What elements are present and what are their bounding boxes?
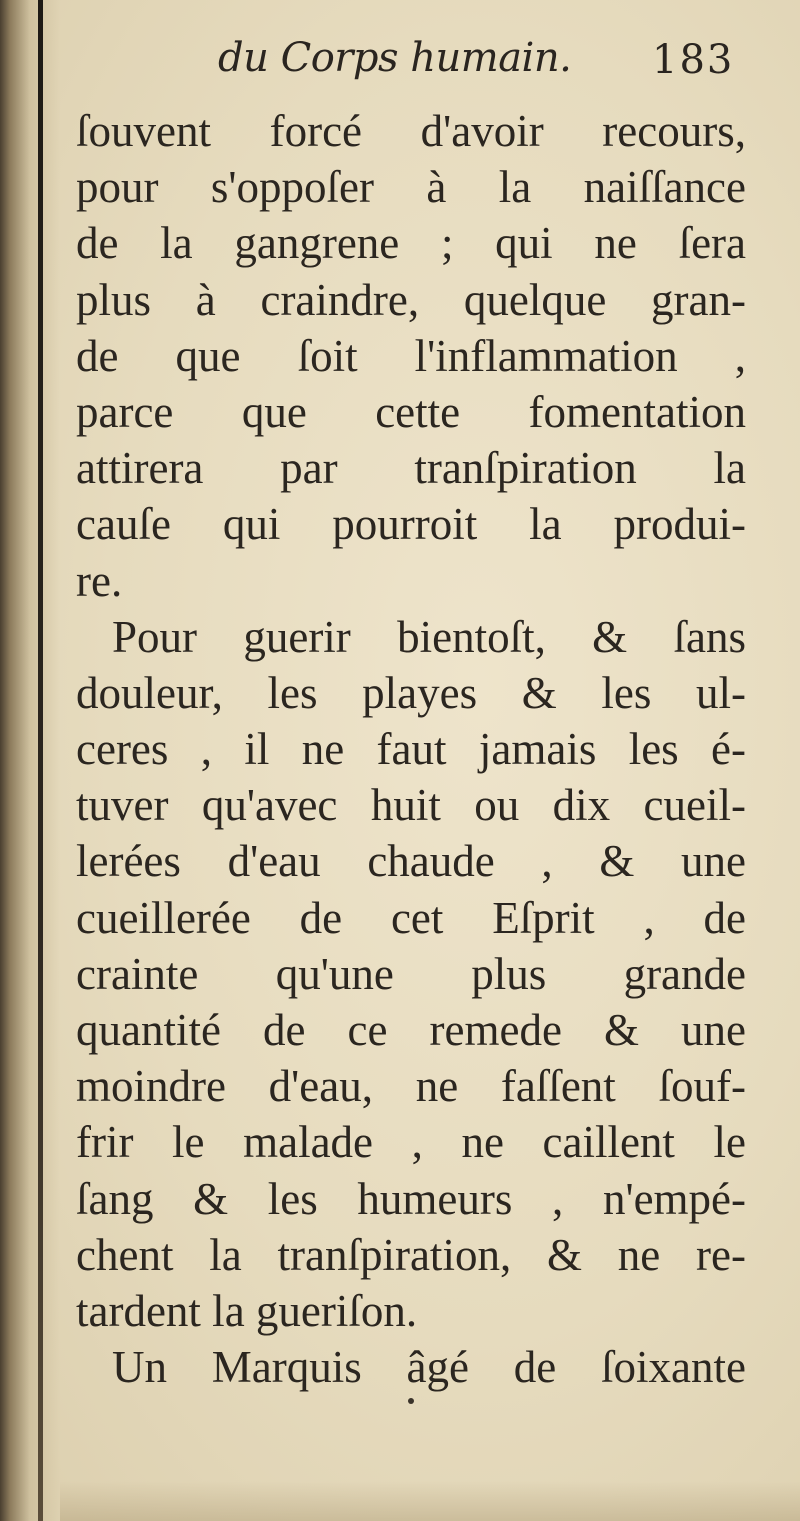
running-title: du Corps humain. bbox=[218, 35, 572, 81]
text-line: douleur, les playes & les ul- bbox=[76, 667, 746, 718]
text-line: chent la tranſpiration, & ne re- bbox=[76, 1229, 746, 1280]
text-line: cueillerée de cet Eſprit , de bbox=[76, 892, 746, 943]
paper-stain bbox=[60, 1481, 800, 1521]
binding-edge bbox=[38, 0, 43, 1521]
text-line: ceres , il ne faut jamais les é- bbox=[76, 724, 746, 775]
paragraph-start-line: Pour guerir bientoſt, & ſans bbox=[112, 611, 746, 662]
text-line: attirera par tranſpiration la bbox=[76, 443, 746, 494]
text-line: parce que cette fomentation bbox=[76, 386, 746, 437]
text-line: plus à craindre, quelque gran- bbox=[76, 274, 746, 325]
text-line: de la gangrene ; qui ne ſera bbox=[76, 218, 746, 269]
text-line: re. bbox=[76, 555, 123, 606]
page-header bbox=[0, 35, 800, 95]
paragraph-start-line: Un Marquis âgé de ſoixante bbox=[112, 1342, 746, 1393]
text-line: ſouvent forcé d'avoir recours, bbox=[76, 106, 746, 156]
text-line: pour s'oppoſer à la naiſſance bbox=[76, 162, 746, 213]
ink-speck bbox=[408, 1398, 414, 1404]
text-line: crainte qu'une plus grande bbox=[76, 948, 746, 999]
text-line: tardent la gueriſon. bbox=[76, 1285, 418, 1336]
text-line: lerées d'eau chaude , & une bbox=[76, 836, 746, 887]
text-line: cauſe qui pourroit la produi- bbox=[76, 499, 746, 550]
text-line: tuver qu'avec huit ou dix cueil- bbox=[76, 780, 746, 831]
page-gutter-shadow bbox=[0, 0, 60, 1521]
text-line: ſang & les humeurs , n'empé- bbox=[76, 1173, 746, 1224]
text-line: de que ſoit l'inflammation , bbox=[76, 330, 746, 381]
text-line: quantité de ce remede & une bbox=[76, 1005, 746, 1055]
body-text bbox=[76, 103, 746, 1395]
text-line: frir le malade , ne caillent le bbox=[76, 1117, 746, 1168]
text-line: moindre d'eau, ne faſſent ſouf- bbox=[76, 1061, 746, 1112]
page-number: 183 bbox=[652, 37, 735, 83]
